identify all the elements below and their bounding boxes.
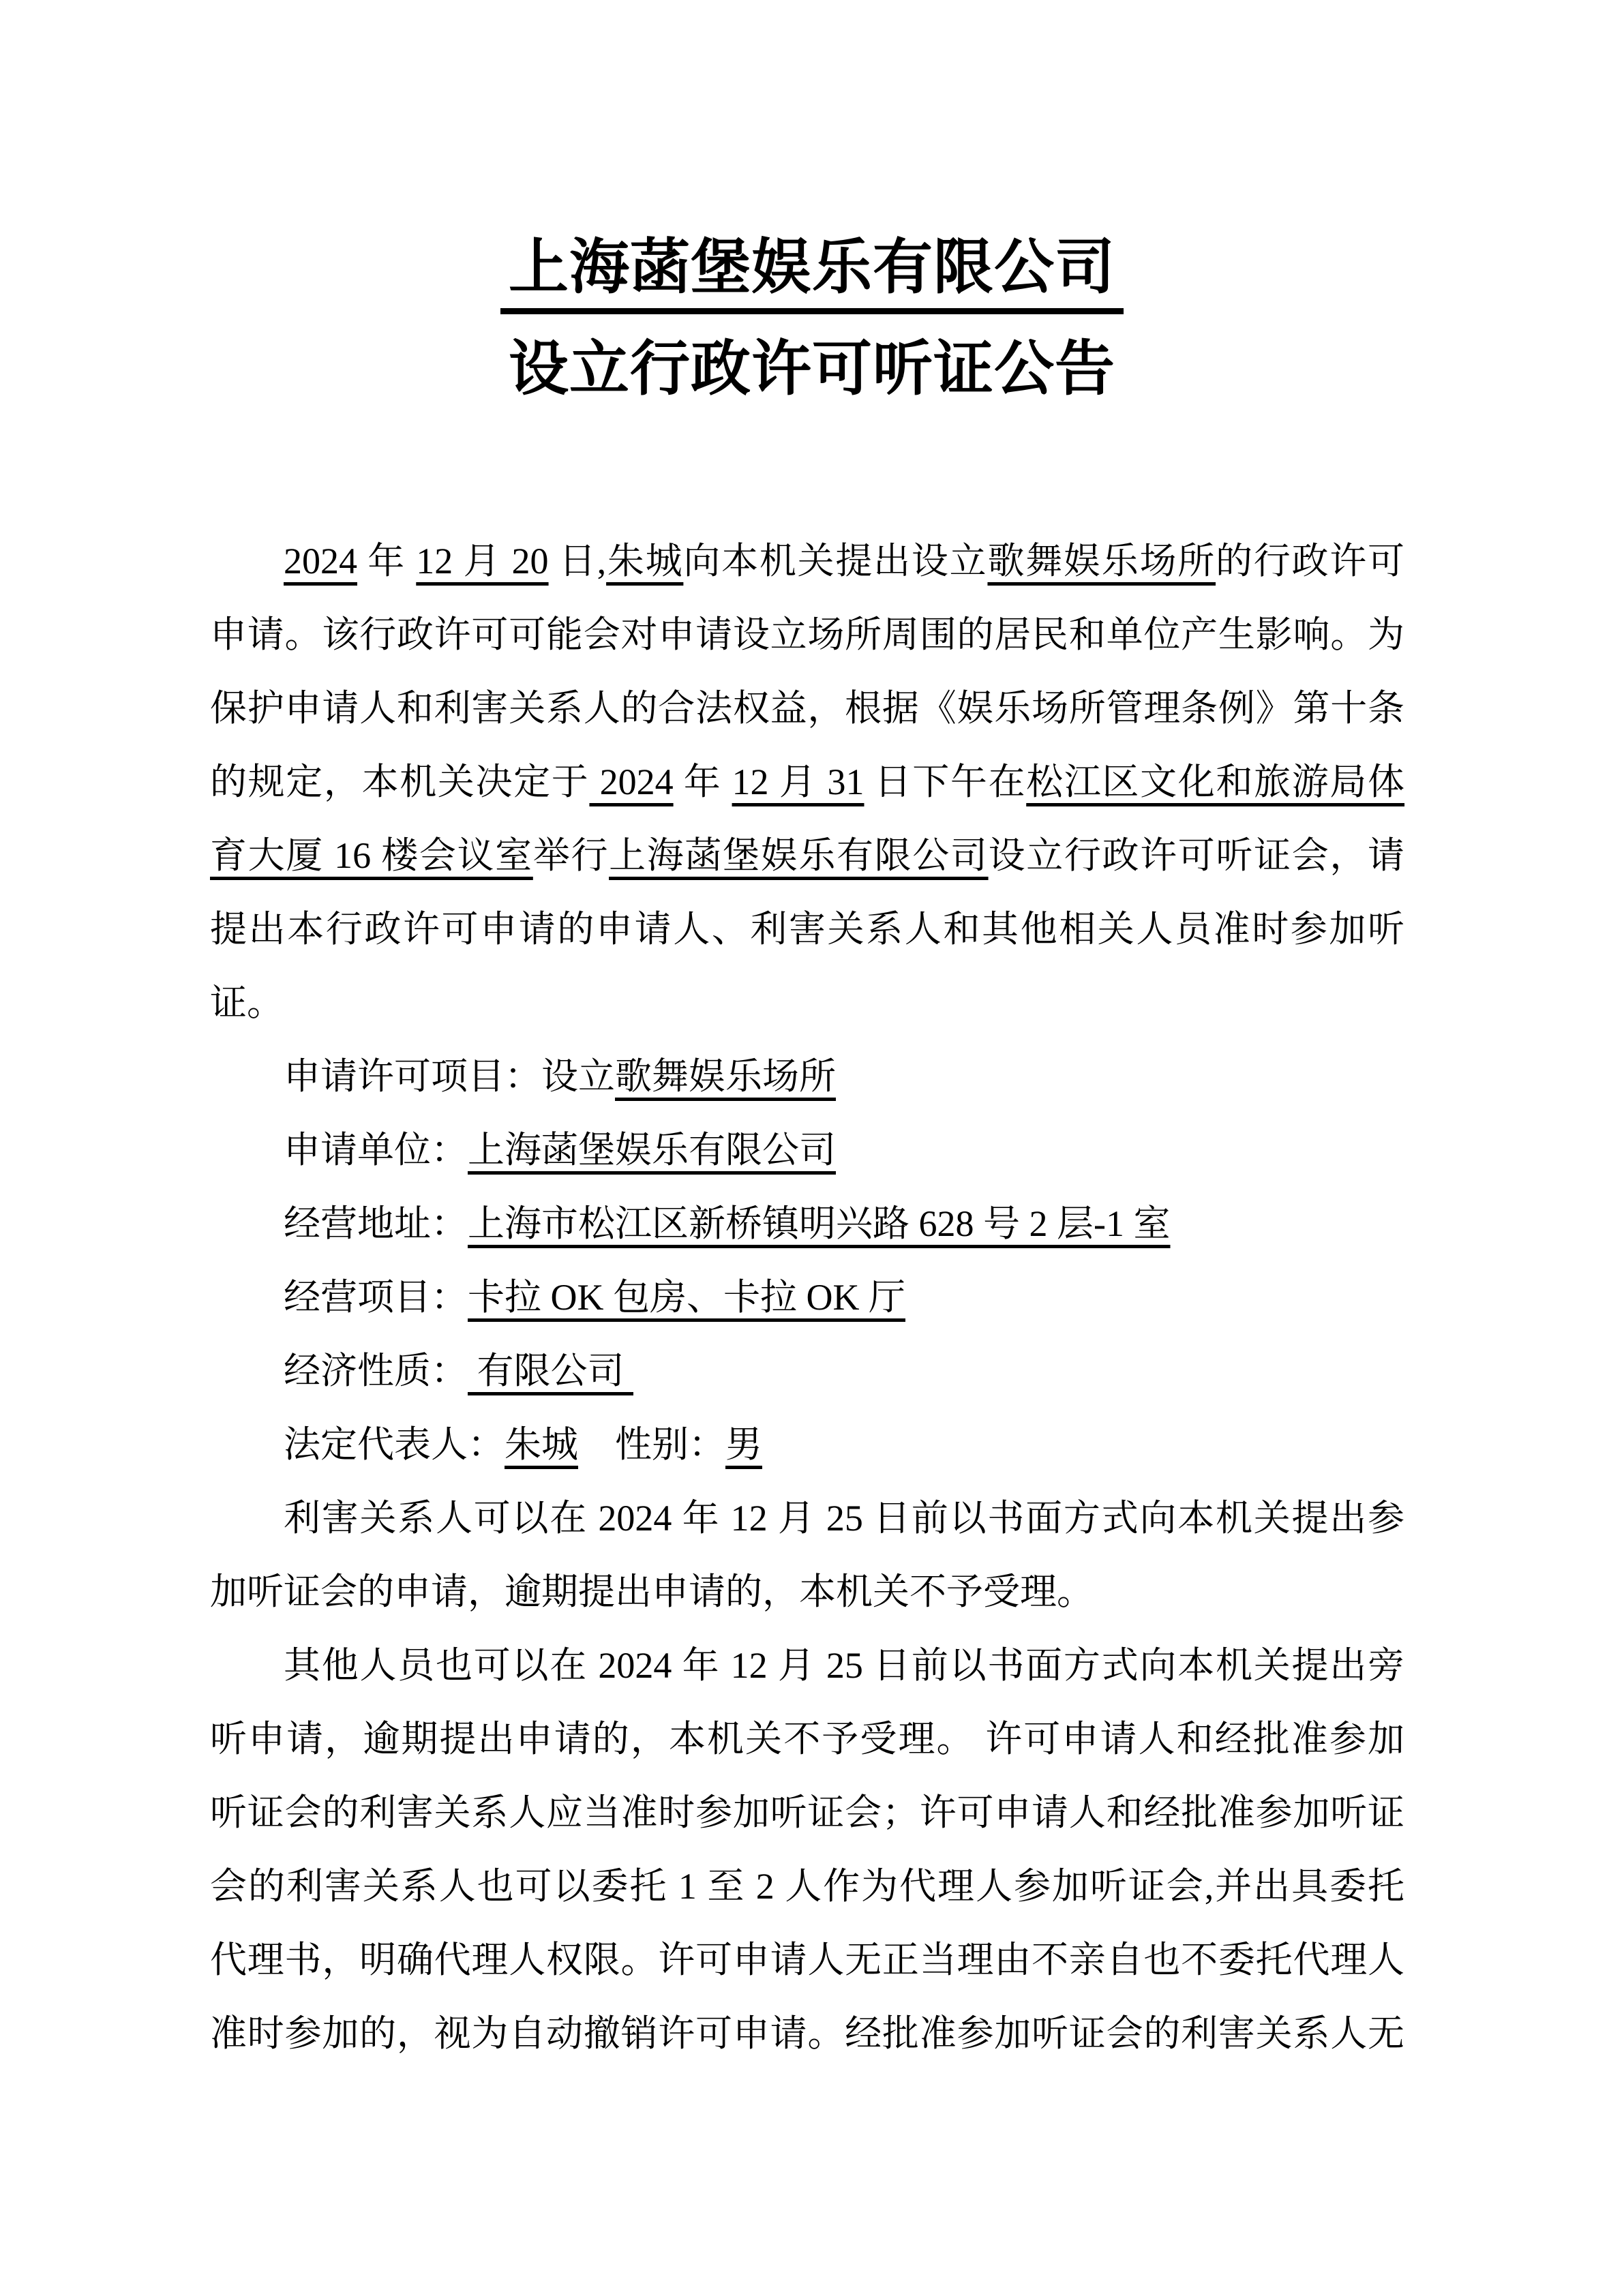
text-segment: 的行政许可 (1216, 541, 1405, 581)
text-segment: 保护申请人和利害关系人的合法权益，根据《娱乐场所管理条例》第十条 (210, 688, 1404, 729)
underlined-text-segment: 朱城 (606, 541, 684, 581)
text-line-20 (210, 1923, 1404, 1997)
text-segment: 年 (357, 541, 417, 581)
underlined-text-segment: 上海菡堡娱乐有限公司 (468, 1130, 836, 1170)
text-segment: 利害关系人可以在 2024 年 12 月 25 日前以书面方式向本机关提出参 (284, 1498, 1404, 1539)
underlined-text-segment: 2024 (589, 761, 674, 802)
text-segment: 举行 (532, 835, 610, 876)
text-segment: 听申请，逾期提出申请的，本机关不予受理。 许可申请人和经批准参加 (210, 1719, 1404, 1759)
text-segment: 日下午在 (864, 761, 1027, 802)
text-segment: 听证会的利害关系人应当准时参加听证会；许可申请人和经批准参加听证 (210, 1792, 1404, 1833)
text-segment: 日, (548, 541, 607, 581)
text-segment: 提出本行政许可申请的申请人、利害关系人和其他相关人员准时参加听 (210, 909, 1404, 950)
text-line-18 (210, 1776, 1404, 1849)
underlined-text-segment: 松江区文化和旅游局体 (1026, 761, 1405, 802)
text-line-5 (210, 819, 1404, 892)
underlined-text-segment: 朱城 (505, 1424, 578, 1465)
text-segment: 设立行政许可听证会，请 (988, 835, 1405, 876)
underlined-text-segment: 卡拉 OK 包房、卡拉 OK 厅 (468, 1277, 905, 1318)
text-line-14 (210, 1481, 1404, 1555)
underlined-text-segment: 歌舞娱乐场所 (615, 1056, 836, 1097)
text-line-11 (210, 1260, 1404, 1334)
text-line-3 (210, 671, 1404, 745)
text-line-1 (210, 524, 1404, 598)
document-title-announcement: 设立行政许可听证公告 (508, 335, 1115, 402)
text-segment: 加听证会的申请，逾期提出申请的，本机关不予受理。 (210, 1571, 1094, 1612)
text-segment: 其他人员也可以在 2024 年 12 月 25 日前以书面方式向本机关提出旁 (284, 1645, 1404, 1686)
text-line-17 (210, 1702, 1404, 1776)
text-segment: 会的利害关系人也可以委托 1 至 2 人作为代理人参加听证会,并出具委托 (210, 1866, 1404, 1907)
text-segment: 申请许可项目：设立 (284, 1056, 615, 1097)
underlined-text-segment: 12 月 31 (732, 761, 864, 802)
text-line-13 (210, 1408, 1404, 1481)
underlined-text-segment: 育大厦 16 楼会议室 (210, 835, 533, 876)
text-line-10 (210, 1187, 1404, 1260)
text-segment: 申请。该行政许可可能会对申请设立场所周围的居民和单位产生影响。为 (210, 614, 1404, 655)
text-segment: 性别： (578, 1424, 725, 1465)
text-line-8 (210, 1040, 1404, 1113)
document-body (210, 399, 1404, 2070)
document-title-company-text: 上海菡堡娱乐有限公司 (500, 237, 1124, 314)
text-line-9 (210, 1113, 1404, 1187)
text-segment: 法定代表人： (284, 1424, 505, 1465)
text-line-7 (210, 966, 1404, 1040)
underlined-text-segment: 男 (725, 1424, 762, 1465)
title-block (0, 0, 1624, 402)
text-segment: 经营项目： (284, 1277, 468, 1318)
text-line-6 (210, 892, 1404, 966)
text-segment: 年 (673, 761, 732, 802)
underlined-text-segment: 上海市松江区新桥镇明兴路 628 号 2 层-1 室 (468, 1203, 1171, 1244)
text-line-16 (210, 1629, 1404, 1702)
text-line-15 (210, 1555, 1404, 1629)
text-segment: 向本机关提出设立 (683, 541, 988, 581)
underlined-text-segment: 2024 (284, 541, 357, 581)
text-segment: 经营地址： (284, 1203, 468, 1244)
text-line-2 (210, 598, 1404, 671)
text-line-19 (210, 1849, 1404, 1923)
underlined-text-segment: 上海菡堡娱乐有限公司 (609, 835, 989, 876)
text-segment: 的规定，本机关决定于 (210, 761, 590, 802)
text-segment: 证。 (210, 982, 284, 1023)
underlined-text-segment: 12 月 20 (416, 541, 549, 581)
document-title-company (0, 233, 1624, 314)
text-line-4 (210, 745, 1404, 819)
text-line-21 (210, 1997, 1404, 2070)
underlined-text-segment: 歌舞娱乐场所 (987, 541, 1216, 581)
underlined-text-segment: 有限公司 (468, 1350, 633, 1391)
text-segment: 申请单位： (284, 1130, 468, 1170)
text-segment: 经济性质： (284, 1350, 468, 1391)
text-line-12 (210, 1334, 1404, 1408)
text-segment: 准时参加的，视为自动撤销许可申请。经批准参加听证会的利害关系人无 (210, 2013, 1404, 2054)
text-segment: 代理书，明确代理人权限。许可申请人无正当理由不亲自也不委托代理人 (210, 1939, 1404, 1980)
